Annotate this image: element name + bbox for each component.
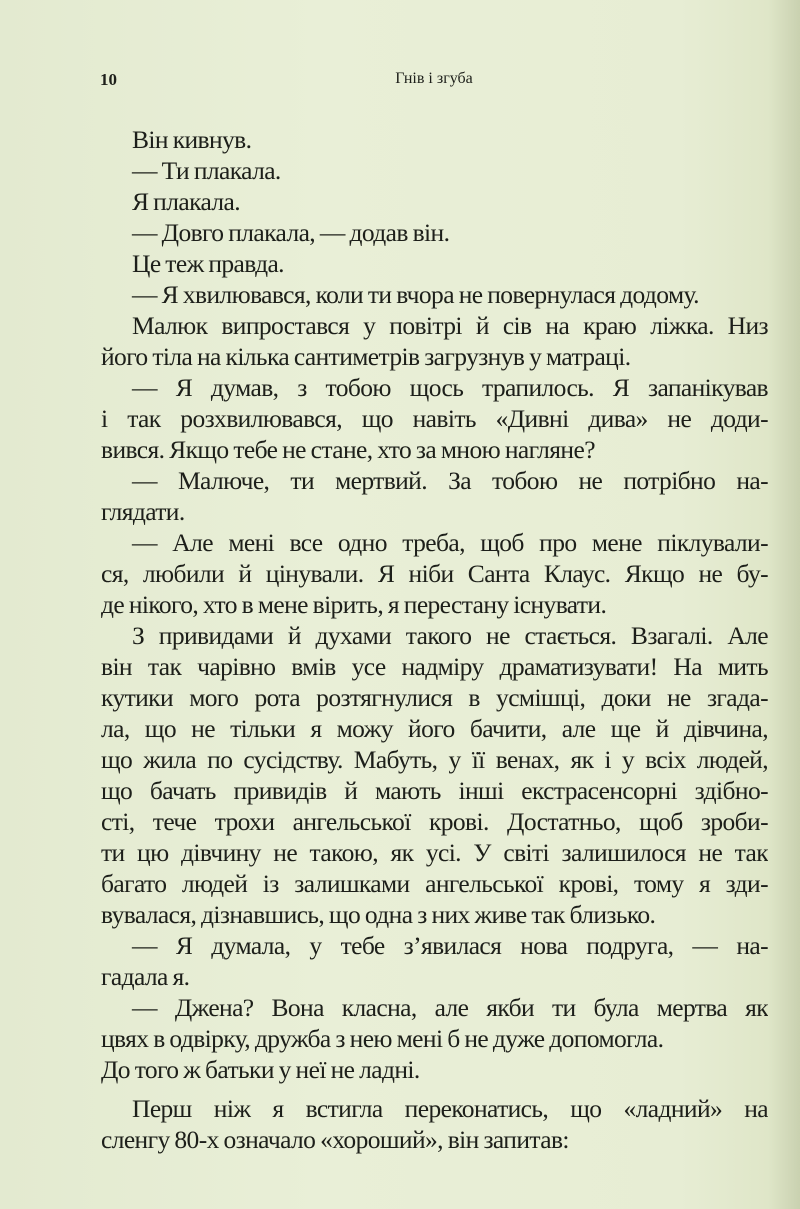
text-line: До того ж батьки у неї не ладні. (101, 1055, 420, 1084)
text-line: Перш ніж я встигла переконатись, що «ладний» на (132, 1094, 768, 1123)
text-line: сті, тече трохи ангельської крові. Достатньо, щоб зроби- (101, 807, 768, 836)
text-line: багато людей із залишками ангельської крові, тому я зди- (101, 869, 768, 898)
text-line: — Я думала, у тебе з’явилася нова подруга, — на- (132, 931, 768, 960)
text-line: — Довго плакала, — додав він. (132, 218, 450, 247)
text-line: цвях в одвірку, дружба з нею мені б не дуже допомогла. (101, 1024, 664, 1053)
text-line: З привидами й духами такого не стається. Взагалі. Але (132, 621, 768, 650)
text-line: що бачать привидів й мають інші екстрасенсорні здібно- (101, 776, 768, 805)
text-line: він так чарівно вмів усе надміру драматизувати! На мить (101, 652, 768, 681)
text-line: глядати. (101, 497, 185, 526)
text-line: кутики мого рота розтягнулися в усмішці, доки не згада- (101, 683, 768, 712)
text-line: — Я хвилювався, коли ти вчора не повернулася додому. (132, 280, 699, 309)
running-title: Гнів і згуба (395, 70, 473, 87)
text-line: і так розхвилювався, що навіть «Дивні дива» не доди- (101, 404, 768, 433)
text-line: ла, що не тільки я можу його бачити, але ще й дівчина, (101, 714, 768, 743)
text-line: — Ти плакала. (132, 156, 281, 185)
text-line: ти цю дівчину не такою, як усі. У світі залишилося не так (101, 838, 768, 867)
text-line: де нікого, хто в мене вірить, я перестану існувати. (101, 590, 607, 619)
text-line: Малюк випростався у повітрі й сів на краю ліжка. Низ (132, 311, 768, 340)
text-line: — Джена? Вона класна, але якби ти була мертва як (132, 993, 768, 1022)
text-line: Це теж правда. (132, 249, 284, 278)
text-line: — Малюче, ти мертвий. За тобою не потрібно на- (132, 466, 768, 495)
text-line: його тіла на кілька сантиметрів загрузнув у матраці. (101, 342, 631, 371)
page-body-text (101, 124, 768, 1155)
text-line: вився. Якщо тебе не стане, хто за мною нагляне? (101, 435, 595, 464)
text-line: що жила по сусідству. Мабуть, у її венах, як і у всіх людей, (101, 745, 768, 774)
text-line: вувалася, дізнавшись, що одна з них живе так близько. (101, 900, 656, 929)
text-line: ся, любили й цінували. Я ніби Санта Клаус. Якщо не бу- (101, 559, 768, 588)
page-header (100, 70, 768, 96)
text-line: гадала я. (101, 962, 190, 991)
text-line: Він кивнув. (132, 125, 252, 154)
page-number: 10 (100, 70, 117, 89)
text-line: — Але мені все одно треба, щоб про мене піклували- (132, 528, 768, 557)
text-line: — Я думав, з тобою щось трапилось. Я запанікував (132, 373, 768, 402)
text-line: сленгу 80-х означало «хороший», він запитав: (101, 1125, 569, 1154)
text-line: Я плакала. (132, 187, 241, 216)
